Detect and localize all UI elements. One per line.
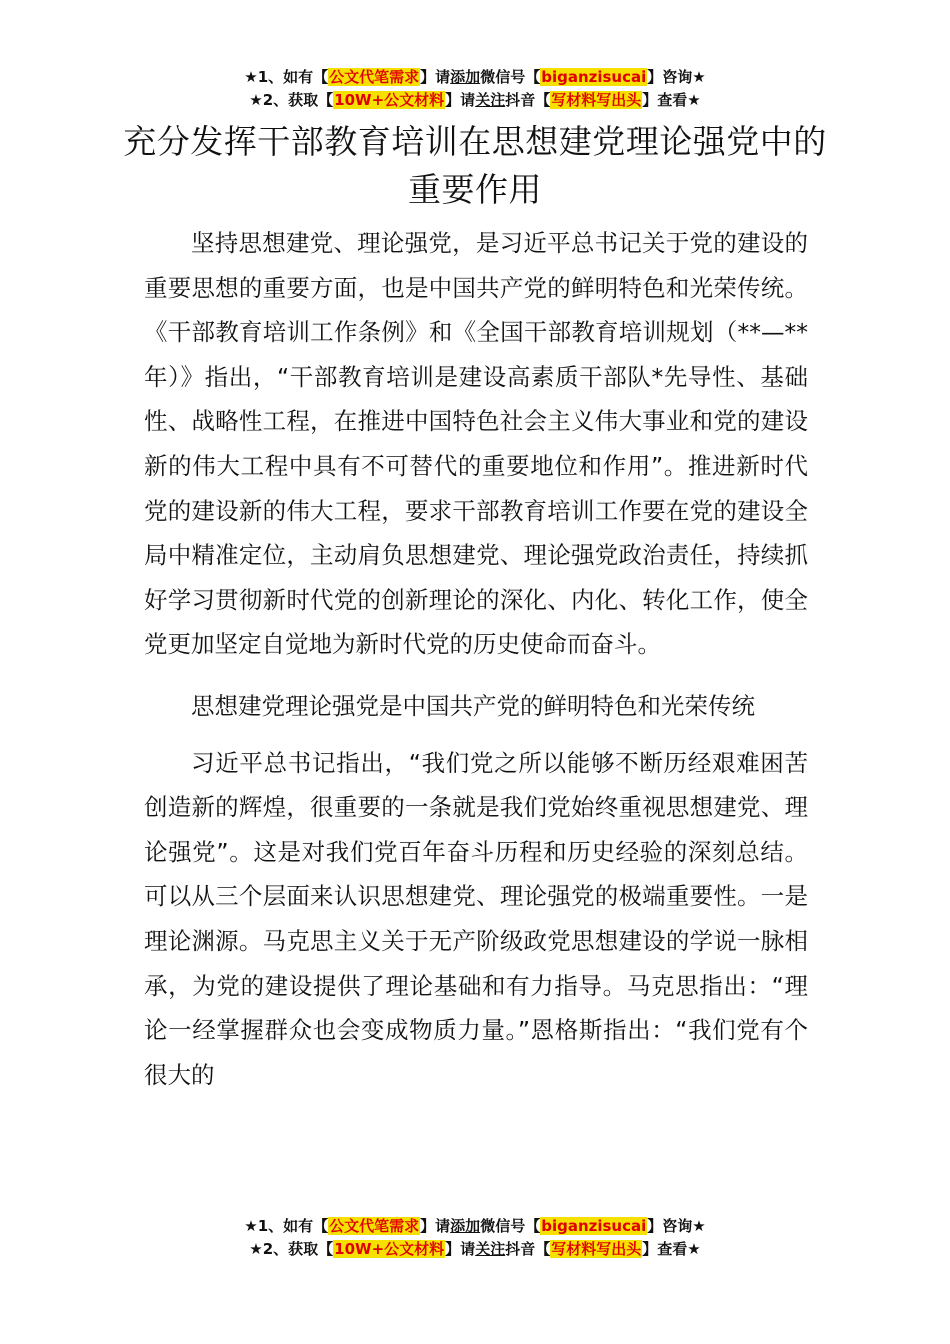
promo-highlight-service: 公文代笔需求: [329, 68, 420, 86]
promo-highlight-douyin: 写材料写出头: [551, 1240, 642, 1258]
paragraph: 坚持思想建党、理论强党，是习近平总书记关于党的建设的重要思想的重要方面，也是中国共产党的鲜明特色和光荣传统。《干部教育培训工作条例》和《全国干部教育培训规划（**—**年）》指出，“干部教育培训是建设高素质干部队*先导性、基础性、战略性工程，在推进中国特色社会主义伟大事业和党的建设新的伟大工程中具有不可替代的重要地位和作用”。推进新时代党的建设新的伟大工程，要求干部教育培训工作要在党的建设全局中精准定位，主动肩负思想建党、理论强党政治责任，持续抓好学习贯彻新时代党的创新理论的深化、内化、转化工作，使全党更加坚定自觉地为新时代党的历史使命而奋斗。: [144, 229, 808, 659]
promo-highlight-wechat-id: biganzisucai: [541, 1217, 647, 1235]
promo-highlight-materials: 10W+公文材料: [334, 91, 445, 109]
promo-highlight-materials: 10W+公文材料: [334, 1240, 445, 1258]
footer-promo-banner: [0, 1215, 950, 1261]
star-icon: ★: [687, 91, 701, 109]
star-icon: ★: [244, 1217, 258, 1235]
document-title: 充分发挥干部教育培训在思想建党理论强党中的重要作用: [123, 122, 827, 209]
promo-highlight-service: 公文代笔需求: [329, 1217, 420, 1235]
star-icon: ★: [692, 1217, 706, 1235]
promo-line-2: ★2、获取【10W+公文材料】请关注抖音【写材料写出头】查看★: [249, 91, 701, 109]
document-body: [144, 221, 808, 1097]
promo-line-1: ★1、如有【公文代笔需求】请添加微信号【biganzisucai】咨询★: [244, 68, 706, 86]
section-heading: 思想建党理论强党是中国共产党的鲜明特色和光荣传统: [191, 691, 755, 720]
star-icon: ★: [249, 91, 263, 109]
star-icon: ★: [687, 1240, 701, 1258]
promo-highlight-wechat-id: biganzisucai: [541, 68, 647, 86]
header-promo-banner: [0, 66, 950, 112]
promo-line-2: ★2、获取【10W+公文材料】请关注抖音【写材料写出头】查看★: [249, 1240, 701, 1258]
star-icon: ★: [244, 68, 258, 86]
paragraph: 习近平总书记指出，“我们党之所以能够不断历经艰难困苦创造新的辉煌，很重要的一条就是我们党始终重视思想建党、理论强党”。这是对我们党百年奋斗历程和历史经验的深刻总结。可以从三个层面来认识思想建党、理论强党的极端重要性。一是理论渊源。马克思主义关于无产阶级政党思想建设的学说一脉相承，为党的建设提供了理论基础和有力指导。马克思指出：“理论一经掌握群众也会变成物质力量。”恩格斯指出：“我们党有个很大的: [144, 748, 808, 1089]
promo-highlight-douyin: 写材料写出头: [551, 91, 642, 109]
star-icon: ★: [692, 68, 706, 86]
star-icon: ★: [249, 1240, 263, 1258]
promo-line-1: ★1、如有【公文代笔需求】请添加微信号【biganzisucai】咨询★: [244, 1217, 706, 1235]
